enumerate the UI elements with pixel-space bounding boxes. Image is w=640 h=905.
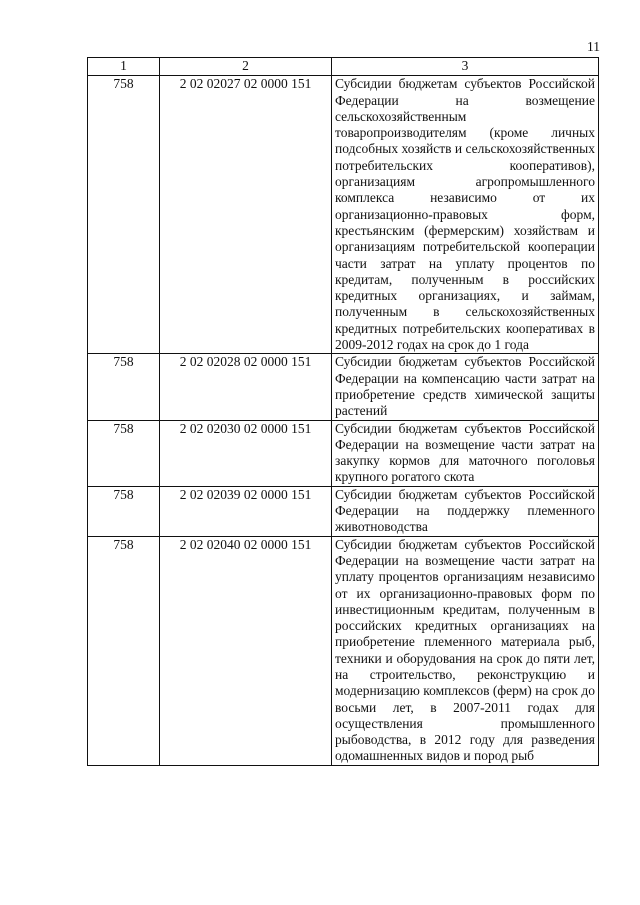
table-row [88,354,599,420]
column-header-3: 3 [332,58,599,76]
admin-code-cell: 758 [88,486,160,536]
budget-code-cell: 2 02 02028 02 0000 151 [160,354,332,420]
budget-code-cell: 2 02 02027 02 0000 151 [160,76,332,354]
table-row [88,76,599,354]
column-header-1: 1 [88,58,160,76]
header-row [88,58,599,76]
budget-codes-table [87,57,599,766]
description-cell: Субсидии бюджетам субъектов Российской Федерации на возмещение сельскохозяйственным товаропроизводителям (кроме личных подсобных хозяйств и сельскохозяйственных потребительских кооперативов), организациям агропромышленного комплекса независимо от их организационно-правовых форм, крестьянским (фермерским) хозяйствам и организациям потребительской кооперации части затрат на уплату процентов по кредитам, полученным в российских кредитных организациях, и займам, полученным в сельскохозяйственных кредитных потребительских кооперативах в 2009-2012 годах на срок до 1 года [332,76,599,354]
description-cell: Субсидии бюджетам субъектов Российской Федерации на возмещение части затрат на уплату процентов организациям независимо от их организационно-правовых форм по инвестиционным кредитам, полученным в российских кредитных организациях на приобретение племенного материала рыб, техники и оборудования на срок до пяти лет, на строительство, реконструкцию и модернизацию комплексов (ферм) на срок до восьми лет, в 2007-2011 годах для осуществления промышленного рыбоводства, в 2012 году для разведения одомашненных видов и пород рыб [332,536,599,765]
description-cell: Субсидии бюджетам субъектов Российской Федерации на поддержку племенного животноводства [332,486,599,536]
table-row [88,486,599,536]
description-cell: Субсидии бюджетам субъектов Российской Федерации на возмещение части затрат на закупку кормов для маточного поголовья крупного рогатого скота [332,420,599,486]
admin-code-cell: 758 [88,76,160,354]
admin-code-cell: 758 [88,354,160,420]
column-header-2: 2 [160,58,332,76]
admin-code-cell: 758 [88,420,160,486]
admin-code-cell: 758 [88,536,160,765]
budget-code-cell: 2 02 02040 02 0000 151 [160,536,332,765]
table-row [88,536,599,765]
budget-code-cell: 2 02 02039 02 0000 151 [160,486,332,536]
budget-code-cell: 2 02 02030 02 0000 151 [160,420,332,486]
page-number: 11 [587,39,600,54]
table-row [88,420,599,486]
description-cell: Субсидии бюджетам субъектов Российской Федерации на компенсацию части затрат на приобретение средств химической защиты растений [332,354,599,420]
